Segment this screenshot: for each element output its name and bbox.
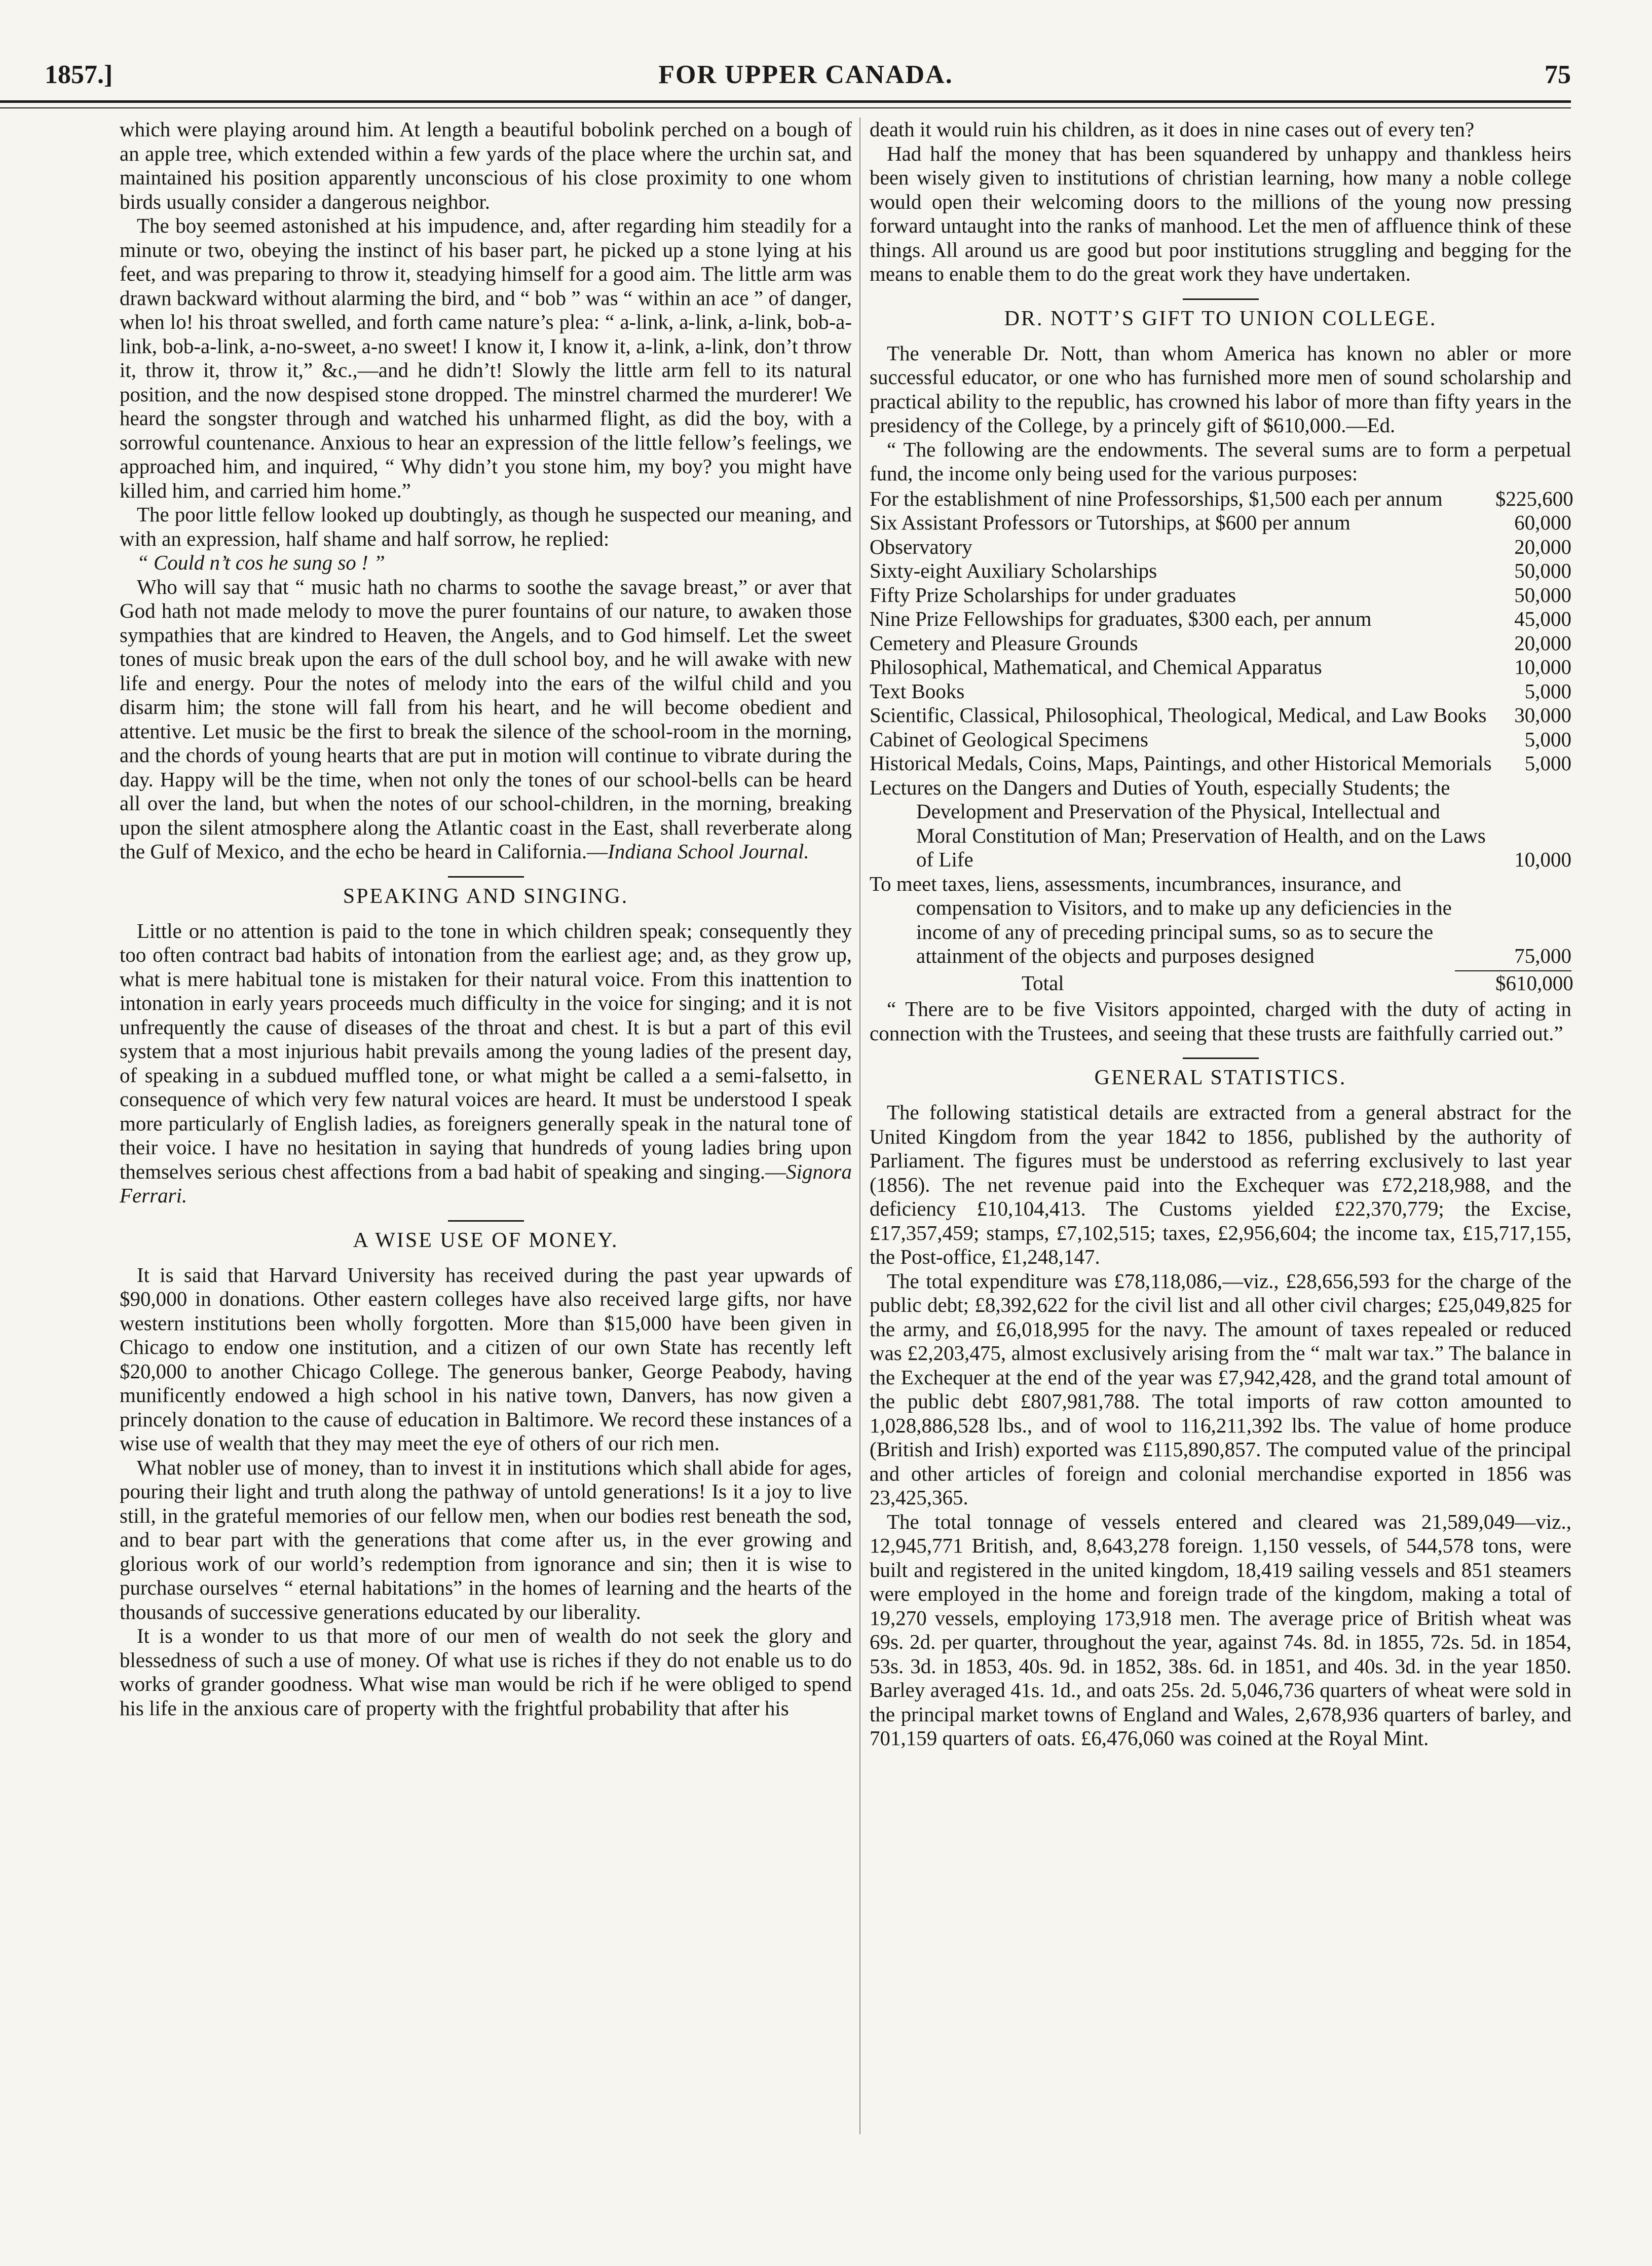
table-row (870, 559, 1571, 583)
paragraph: “ There are to be five Visitors appointed, charged with the duty of acting in connection with the Trustees, and seeing that these trusts are faithfully carried out.” (870, 997, 1571, 1045)
endowment-value: 5,000 (1524, 727, 1571, 751)
endowment-value: 20,000 (1514, 535, 1571, 558)
endowment-value: 45,000 (1514, 607, 1571, 630)
paragraph: The venerable Dr. Nott, than whom America has known no abler or more successful educator, or one who has furnished more men of sound scholarship and practical ability to the republic, has crowned his labor of more than fifty years in the presidency of the College, by a princely gift of $610,000.—Ed. (870, 341, 1571, 437)
table-row (870, 655, 1571, 679)
paragraph: Had half the money that has been squandered by unhappy and thankless heirs been wisely given to institutions of christian learning, how many a noble college would open their welcoming doors to the millions of the young now pressing forward untaught into the ranks of manhood. Let the men of affluence think of these things. All around us are good but poor institutions struggling and begging for the means to enable them to do the great work they have undertaken. (870, 141, 1571, 285)
section-title-nott: DR. NOTT’S GIFT TO UNION COLLEGE. (1004, 307, 1437, 330)
table-row (870, 535, 1571, 559)
table-row (870, 728, 1571, 752)
paragraph: The total expenditure was £78,118,086,—viz., £28,656,593 for the charge of the public debt; £8,392,622 for the civil list and all other civil charges; £25,049,825 for the army, and £6,018,995 for the navy. The amount of taxes repealed or reduced was £2,203,475, almost exclusively arising from the “ malt war tax.” The balance in the Exchequer at the end of the year was £7,942,428, and the grand total amount of the public debt £807,981,788. The total imports of raw cotton amounted to 1,028,886,528 lbs., and of wool to 116,211,392 lbs. The value of home produce (British and Irish) exported was £115,890,857. The computed value of the principal and other articles of foreign and colonial merchandise exported in 1856 was 23,425,365. (870, 1269, 1571, 1509)
section-rule (1183, 298, 1259, 300)
paragraph: which were playing around him. At length a beautiful bobolink perched on a bough of an apple tree, which extended within a few yards of the place where the urchin sat, and maintained his position apparently unconscious of his close proximity to one whom birds usually consider a dangerous neighbor. (120, 118, 852, 213)
table-row (870, 751, 1571, 776)
endowment-name: Sixty-eight Auxiliary Scholarships (870, 559, 1157, 582)
paragraph (120, 919, 852, 1208)
endowment-value: $225,600 (1495, 486, 1573, 510)
endowments-table (870, 487, 1571, 996)
endowment-name: Philosophical, Mathematical, and Chemical Apparatus (870, 655, 1322, 678)
source-citation: Signora Ferrari. (120, 1159, 852, 1207)
endowment-value: 75,000 (1514, 944, 1571, 967)
column-divider (859, 118, 860, 2134)
table-row (870, 487, 1571, 511)
section-title-wise-use: A WISE USE OF MONEY. (353, 1228, 619, 1252)
paragraph-text: Who will say that “ music hath no charms to soothe the savage breast,” or aver that God hath not made melody to move the purer fountains of our nature, to awaken those sympathies that are kindred to Heaven, the Angels, and to God himself. Let the sweet tones of music break upon the ears of the dull school boy, and he will awake with new life and energy. Pour the notes of melody into the ears of the wilful child and you disarm him; the stone will fall from his heart, and he will become obedient and attentive. Let music be the first to break the silence of the school-room in the morning, and the chords of young hearts that are put in motion will continue to vibrate during the day. Happy will be the time, when not only the tones of our school-bells can be heard all over the land, but when the notes of our school-children, in the morning, breaking upon the silent atmosphere along the Atlantic coast in the East, shall reverberate along the Gulf of Mexico, and the echo be heard in California.— (120, 575, 852, 863)
quote-line: “ Could n’t cos he sung so ! ” (137, 551, 385, 574)
paragraph: death it would ruin his children, as it does in nine cases out of every ten? (870, 118, 1475, 141)
section-title-speaking: SPEAKING AND SINGING. (343, 884, 629, 908)
endowment-name: Cemetery and Pleasure Grounds (870, 631, 1138, 655)
paragraph: It is a wonder to us that more of our men of wealth do not seek the glory and blessedness of such a use of money. Of what use is riches if they do not enable us to do works of grander goodness. What wise man would be rich if he were obliged to spend his life in the anxious care of property with the frightful probability that after his (120, 1624, 852, 1720)
table-row (870, 703, 1571, 728)
running-header (41, 55, 1571, 95)
paragraph: The total tonnage of vessels entered and cleared was 21,589,049—viz., 12,945,771 British, and, 8,643,278 foreign. 1,150 vessels, of 544,578 tons, were built and registered in the united kingdom, 18,419 sailing vessels and 851 steamers were employed in the home and foreign trade of the kingdom, making a total of 19,270 vessels, employing 173,918 men. The average price of British wheat was 69s. 2d. per quarter, throughout the year, against 74s. 8d. in 1855, 72s. 5d. in 1854, 53s. 3d. in 1853, 40s. 9d. in 1852, 38s. 6d. in 1851, and 40s. 3d. in the year 1850. Barley averaged 41s. 1d., and oats 25s. 2d. 5,046,736 quarters of wheat were sold in the principal market towns of England and Wales, 2,678,936 quarters of barley, and 701,159 quarters of oats. £6,476,060 was coined at the Royal Mint. (870, 1509, 1571, 1750)
endowment-value: 5,000 (1524, 679, 1571, 703)
section-rule (448, 876, 524, 878)
header-title: FOR UPPER CANADA. (658, 60, 953, 89)
endowment-name: For the establishment of nine Professorships, $1,500 each per annum (870, 486, 1443, 510)
section-rule (448, 1220, 524, 1222)
endowment-name: Cabinet of Geological Specimens (870, 727, 1148, 751)
table-row (870, 679, 1571, 704)
total-label: Total (1022, 971, 1064, 995)
paragraph: It is said that Harvard University has received during the past year upwards of $90,000 in donations. Other eastern colleges have also received large gifts, nor have western institutions been wholly forgotten. More than $15,000 have been given in Chicago to endow one institution, and a citizen of our own State has recently left $20,000 to another Chicago College. The generous banker, George Peabody, having munificently endowed a high school in his native town, Danvers, has now given a princely donation to the cause of education in Baltimore. We record these instances of a wise use of wealth that they may meet the eye of others of our rich men. (120, 1263, 852, 1455)
paragraph-text: Little or no attention is paid to the tone in which children speak; consequently they too often contract bad habits of intonation from the earliest age; and, as they grow up, what is mere habitual tone is mistaken for their natural voice. From this inattention to intonation in early years proceeds much difficulty in the voice for singing; and it is not unfrequently the cause of diseases of the throat and chest. It is but a part of this evil system that a most injurious habit prevails among the young ladies of the present day, of speaking in a subdued muffled tone, or what might be called a a semi-falsetto, in consequence of which very few natural voices are heard. It must be understood I speak more particularly of English ladies, as foreigners generally speak in the natural tone of their voice. I have no hesitation in saying that hundreds of young ladies bring upon themselves serious chest affections from a bad habit of speaking and singing.— (120, 919, 852, 1183)
endowment-value: 10,000 (1514, 848, 1571, 871)
paragraph: The following statistical details are extracted from a general abstract for the United Kingdom from the year 1842 to 1856, published by the authority of Parliament. The figures must be understood as referring exclusively to last year (1856). The net revenue paid into the Exchequer was £72,218,988, and the deficiency £10,104,413. The Customs yielded £22,370,779; the Excise, £17,357,459; stamps, £7,102,515; taxes, £2,956,604; the income tax, £15,717,155, the Post-office, £1,248,147. (870, 1101, 1571, 1268)
header-rule-thin (0, 107, 1571, 108)
section-rule (1183, 1058, 1259, 1059)
endowment-name: Scientific, Classical, Philosophical, Theological, Medical, and Law Books (870, 703, 1487, 727)
page-number: 75 (1545, 60, 1571, 89)
paragraph (120, 575, 852, 864)
table-row (870, 776, 1571, 872)
endowment-value: 30,000 (1514, 703, 1571, 727)
endowment-value: 20,000 (1514, 631, 1571, 655)
right-column (870, 118, 1571, 1751)
paragraph: What nobler use of money, than to invest it in institutions which shall abide for ages, pouring their light and truth along the pathway of untold generations! Is it a joy to live still, in the grateful memories of our fellow men, when our bodies rest beneath the sod, and to bear part with the generations that come after us, in the ever growing and glorious work of our world’s redemption from ignorance and sin; then it is wise to purchase ourselves “ eternal habitations” in the homes of learning and the hearts of the thousands of successive generations educated by our liberality. (120, 1455, 852, 1623)
endowment-value: 10,000 (1514, 655, 1571, 678)
source-citation: Indiana School Journal. (608, 840, 809, 863)
endowment-value: 50,000 (1514, 583, 1571, 607)
endowment-value: 60,000 (1514, 511, 1571, 534)
table-row (870, 607, 1571, 631)
endowment-name: Lectures on the Dangers and Duties of Youth, especially Students; the Development and Preservation of the Physical, Intellectual and Moral Constitution of Man; Preservation of Health, and on the Laws of Life (870, 775, 1486, 871)
endowment-name: Six Assistant Professors or Tutorships, at $600 per annum (870, 511, 1350, 534)
header-rule-thick (0, 100, 1571, 103)
left-column (120, 118, 852, 1720)
table-row (870, 631, 1571, 656)
total-value: $610,000 (1495, 971, 1573, 995)
endowment-name: To meet taxes, liens, assessments, incumbrances, insurance, and compensation to Visitors, and to make up any deficiencies in the income of any of preceding principal sums, so as to secure the attainment of the objects and purposes designed (870, 872, 1452, 967)
endowment-name: Historical Medals, Coins, Maps, Paintings, and other Historical Memorials (870, 751, 1492, 775)
endowment-value: 5,000 (1524, 751, 1571, 775)
endowment-name: Nine Prize Fellowships for graduates, $300 each, per annum (870, 607, 1372, 630)
endowment-name: Fifty Prize Scholarships for under graduates (870, 583, 1236, 607)
table-row (870, 511, 1571, 535)
endowment-name: Text Books (870, 679, 965, 703)
total-row (870, 971, 1571, 996)
paragraph: The poor little fellow looked up doubtingly, as though he suspected our meaning, and with an expression, half shame and half sorrow, he replied: (120, 503, 852, 550)
endowment-name: Observatory (870, 535, 972, 558)
table-row (870, 583, 1571, 608)
section-title-statistics: GENERAL STATISTICS. (1094, 1066, 1347, 1089)
paragraph: “ The following are the endowments. The several sums are to form a perpetual fund, the income only being used for the various purposes: (870, 437, 1571, 485)
endowment-value: 50,000 (1514, 559, 1571, 582)
table-row (870, 872, 1571, 968)
header-year: 1857.] (45, 60, 113, 89)
paragraph: The boy seemed astonished at his impudence, and, after regarding him steadily for a minute or two, obeying the instinct of his baser part, he picked up a stone lying at his feet, and was preparing to throw it, steadying himself for a good aim. The little arm was drawn backward without alarming the bird, and “ bob ” was “ within an ace ” of danger, when lo! his throat swelled, and forth came nature’s plea: “ a-link, a-link, a-link, bob-a-link, bob-a-link, a-no-sweet, a-no sweet! I know it, I know it, a-link, a-link, don’t throw it, throw it, throw it,” &c.,—and he didn’t! Slowly the little arm fell to its natural position, and the now despised stone dropped. The minstrel charmed the murderer! We heard the songster through and watched his unharmed flight, as did the boy, with a sorrowful countenance. Anxious to hear an expression of the little fellow’s feelings, we approached him, and inquired, “ Why didn’t you stone him, my boy? you might have killed him, and carried him home.” (120, 214, 852, 502)
